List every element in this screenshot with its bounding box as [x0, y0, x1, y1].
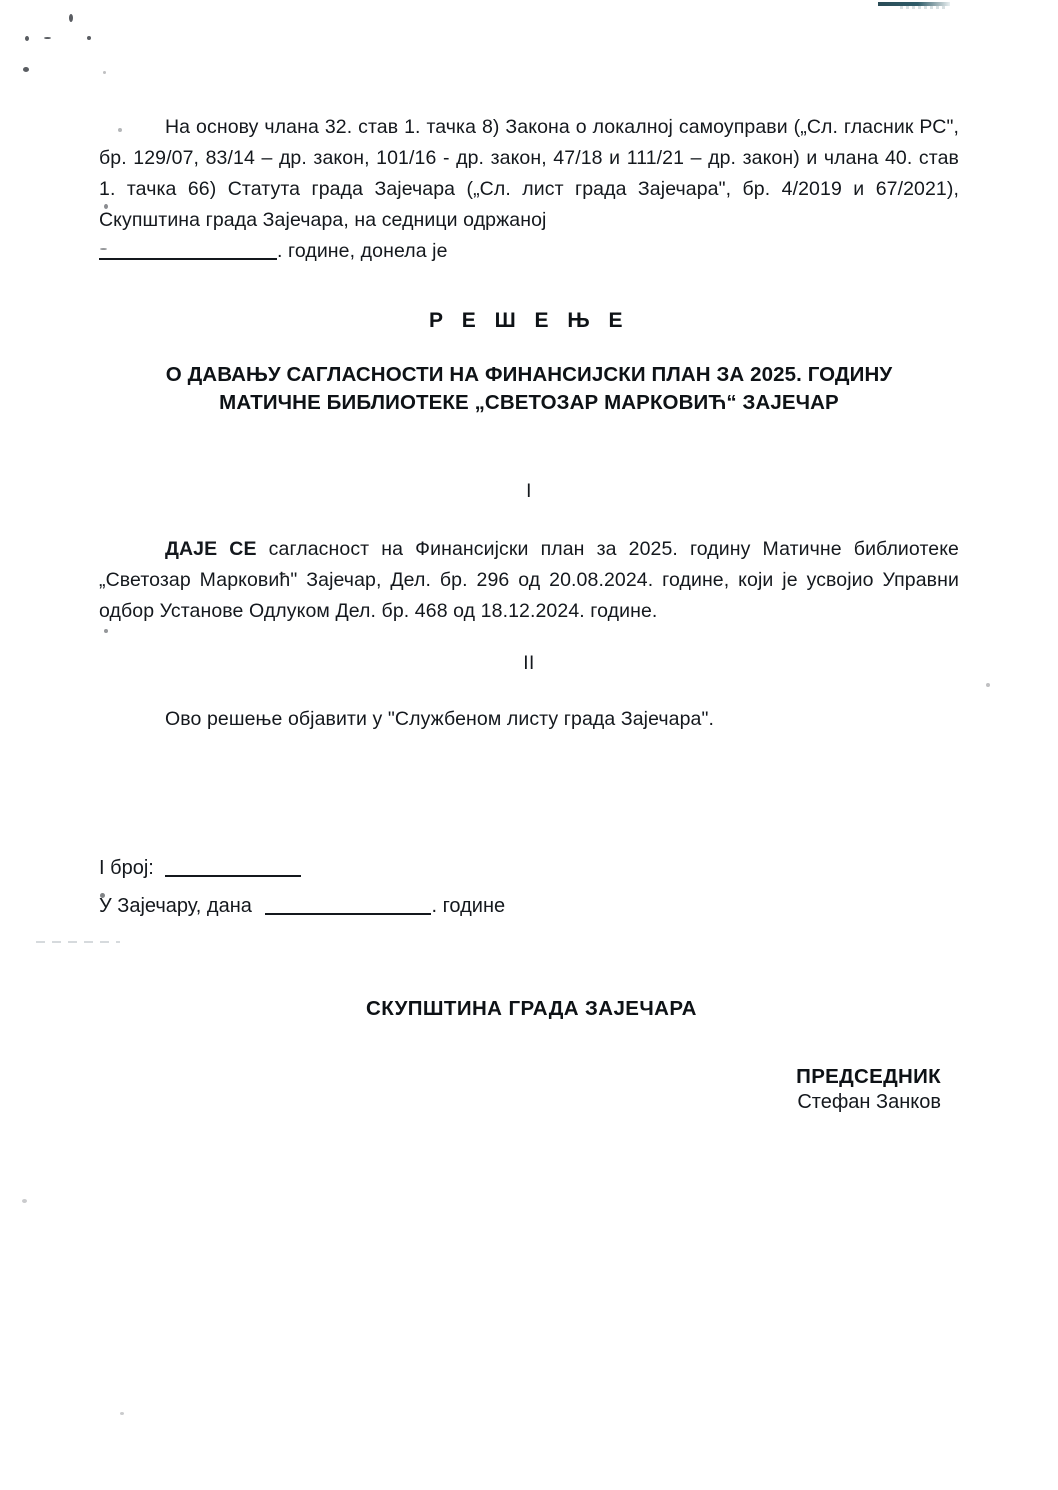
signatory-name	[619, 1091, 941, 1114]
section-1-paragraph	[99, 534, 959, 627]
section-1-block	[99, 534, 959, 627]
assembly-name-text: СКУПШТИНА ГРАДА ЗАЈЕЧАРА	[366, 997, 697, 1020]
scan-speck	[44, 37, 51, 39]
scan-speck	[103, 71, 106, 74]
preamble-paragraph	[99, 112, 959, 236]
page-title-text: Р Е Ш Е Њ Е	[428, 309, 630, 332]
place-suffix: . године	[431, 895, 506, 917]
place-date-line	[99, 887, 699, 925]
scan-speck	[986, 683, 990, 687]
section-2-block	[99, 704, 959, 735]
signatory-role-text: ПРЕДСЕДНИК	[796, 1065, 941, 1088]
section-numeral-1	[0, 481, 1058, 503]
reference-number-line	[99, 849, 699, 887]
signatory-role	[619, 1065, 941, 1089]
section-2-body: Ово решење објавити у "Службеном листу града Зајечара".	[165, 708, 715, 730]
section-numeral-2-text: II	[523, 653, 535, 674]
preamble-suffix: . године, донела је	[277, 240, 448, 262]
preamble-fill-line	[99, 236, 959, 267]
section-numeral-2	[0, 653, 1058, 675]
place-date-field[interactable]	[265, 913, 431, 915]
scan-speck	[87, 36, 91, 40]
assembly-name	[366, 997, 697, 1021]
section-numeral-1-text: I	[526, 481, 532, 502]
document-subtitle	[99, 361, 959, 417]
reference-number-label: I број:	[99, 857, 154, 879]
section-2-paragraph	[99, 704, 959, 735]
reference-number-field[interactable]	[165, 875, 301, 877]
subtitle-line-1: О ДАВАЊУ САГЛАСНОСТИ НА ФИНАНСИЈСКИ ПЛАН ЗА 2025. ГОДИНУ	[165, 363, 893, 386]
section-1-body: сагласност на Финансијски план за 2025. годину Матичне библиотеке „Светозар Марковић" Зајечар, Дел. бр. 296 од 20.08.2024. године, који је усвојио Управни одбор Установе Одлуком Дел. бр. 468 од 18.12.2024. године.	[99, 538, 959, 622]
signatory-name-text: Стефан Занков	[797, 1091, 941, 1113]
scan-speck	[25, 36, 29, 41]
scan-smudge	[36, 941, 120, 943]
subtitle-line-2: МАТИЧНЕ БИБЛИОТЕКЕ „СВЕТОЗАР МАРКОВИЋ“ ЗАЈЕЧАР	[219, 391, 839, 414]
signature-block	[619, 1065, 941, 1114]
footer-reference-block	[99, 849, 699, 925]
scan-artifact-top-dither	[900, 6, 946, 9]
scan-speck	[69, 14, 73, 22]
scan-speck	[104, 629, 108, 633]
scan-speck	[23, 67, 29, 72]
date-blank-field[interactable]	[99, 258, 277, 260]
scan-speck	[120, 1412, 124, 1415]
scan-speck	[22, 1199, 27, 1203]
preamble-text: На основу члана 32. став 1. тачка 8) Закона о локалној самоуправи („Сл. гласник РС", бр. 129/07, 83/14 – др. закон, 101/16 - др. закон, 47/18 и 111/21 – др. закон) и члана 40. став 1. тачка 66) Статута града Зајечара („Сл. лист града Зајечара", бр. 4/2019 и 67/2021), Скупштина града Зајечара, на седници одржаној	[99, 116, 959, 231]
preamble-block	[99, 112, 959, 267]
place-label: У Зајечару, дана	[99, 895, 252, 917]
page-title	[0, 309, 1058, 333]
section-1-lead: ДАЈЕ СЕ	[165, 538, 257, 560]
